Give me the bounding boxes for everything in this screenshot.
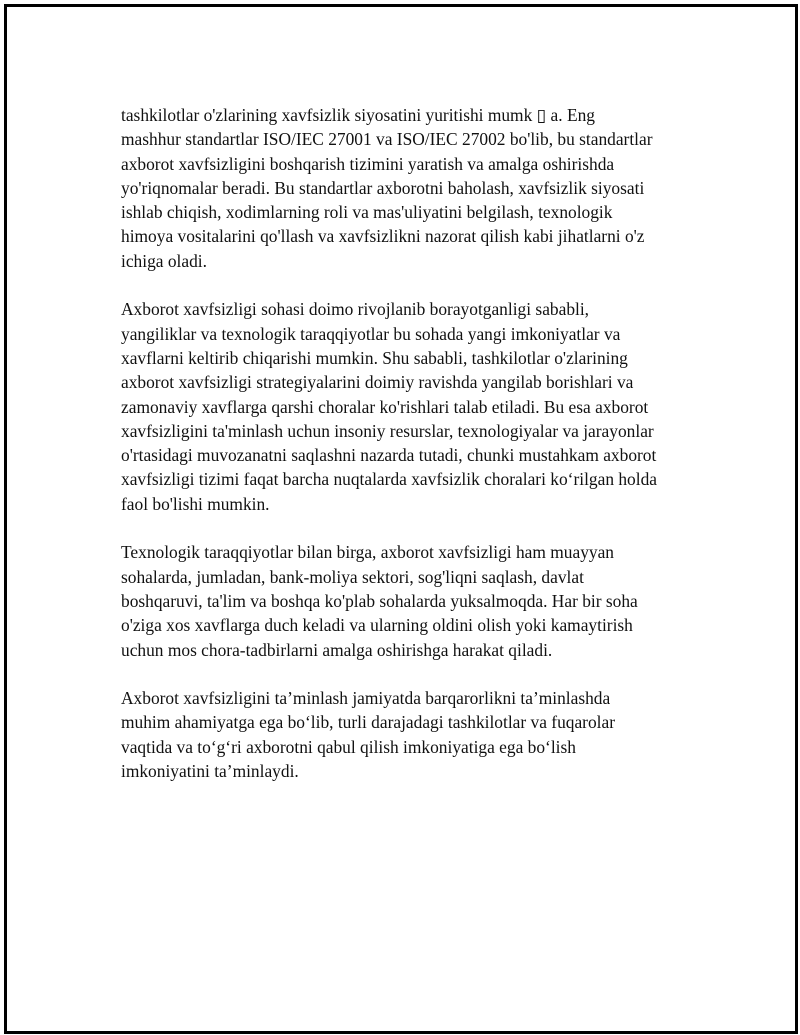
paragraph-4 <box>121 686 691 783</box>
text-line: mashhur standartlar ISO/IEC 27001 va ISO/IEC 27002 bo'lib, bu standartlar <box>121 129 653 150</box>
text-line: ishlab chiqish, xodimlarning roli va mas'uliyatini belgilash, texnologik <box>121 202 613 223</box>
text-line: zamonaviy xavflarga qarshi choralar ko'rishlari talab etiladi. Bu esa axborot <box>121 396 649 417</box>
text-line: yo'riqnomalar beradi. Bu standartlar axborotni baholash, xavfsizlik siyosati <box>121 177 645 198</box>
text-line: imkoniyatini ta’minlaydi. <box>121 761 299 782</box>
text-line: vaqtida va to‘g‘ri axborotni qabul qilish imkoniyatiga ega bo‘lish <box>121 736 576 757</box>
text-line: yangiliklar va texnologik taraqqiyotlar bu sohada yangi imkoniyatlar va <box>121 323 621 344</box>
text-line: Axborot xavfsizligi sohasi doimo rivojlanib borayotganligi sababli, <box>121 299 590 320</box>
text-line: o'ziga xos xavflarga duch keladi va ularning oldini olish yoki kamaytirish <box>121 615 633 636</box>
text-line: xavflarni keltirib chiqarishi mumkin. Shu sababli, tashkilotlar o'zlarining <box>121 347 628 368</box>
text-line: o'rtasidagi muvozanatni saqlashni nazarda tutadi, chunki mustahkam axborot <box>121 445 657 466</box>
text-line: axborot xavfsizligini boshqarish tizimini yaratish va amalga oshirishda <box>121 153 615 174</box>
text-line: tashkilotlar o'zlarining xavfsizlik siyosatini yuritishi mumk ▯ a. Eng <box>121 105 595 125</box>
text-line: Axborot xavfsizligini ta’minlash jamiyatda barqarorlikni ta’minlashda <box>121 688 611 709</box>
paragraph-1 <box>121 103 691 273</box>
paragraph-2 <box>121 297 691 516</box>
page-frame <box>4 4 798 1034</box>
paragraph-3 <box>121 540 691 661</box>
text-line: axborot xavfsizligi strategiyalarini doimiy ravishda yangilab borishlari va <box>121 372 634 393</box>
text-line: xavfsizligini ta'minlash uchun insoniy resurslar, texnologiyalar va jarayonlar <box>121 420 654 441</box>
text-line: himoya vositalarini qo'llash va xavfsizlikni nazorat qilish kabi jihatlarni o'z <box>121 226 645 247</box>
text-line: boshqaruvi, ta'lim va boshqa ko'plab sohalarda yuksalmoqda. Har bir soha <box>121 590 638 611</box>
text-line: xavfsizligi tizimi faqat barcha nuqtalarda xavfsizlik choralari ko‘rilgan holda <box>121 469 658 490</box>
text-line: uchun mos chora-tadbirlarni amalga oshirishga harakat qiladi. <box>121 639 553 660</box>
text-line: faol bo'lishi mumkin. <box>121 493 270 514</box>
text-line: ichiga oladi. <box>121 250 207 271</box>
text-line: muhim ahamiyatga ega bo‘lib, turli darajadagi tashkilotlar va fuqarolar <box>121 712 616 733</box>
text-line: sohalarda, jumladan, bank-moliya sektori, sog'liqni saqlash, davlat <box>121 566 584 587</box>
document-body <box>121 103 691 808</box>
text-line: Texnologik taraqqiyotlar bilan birga, axborot xavfsizligi ham muayyan <box>121 542 614 563</box>
